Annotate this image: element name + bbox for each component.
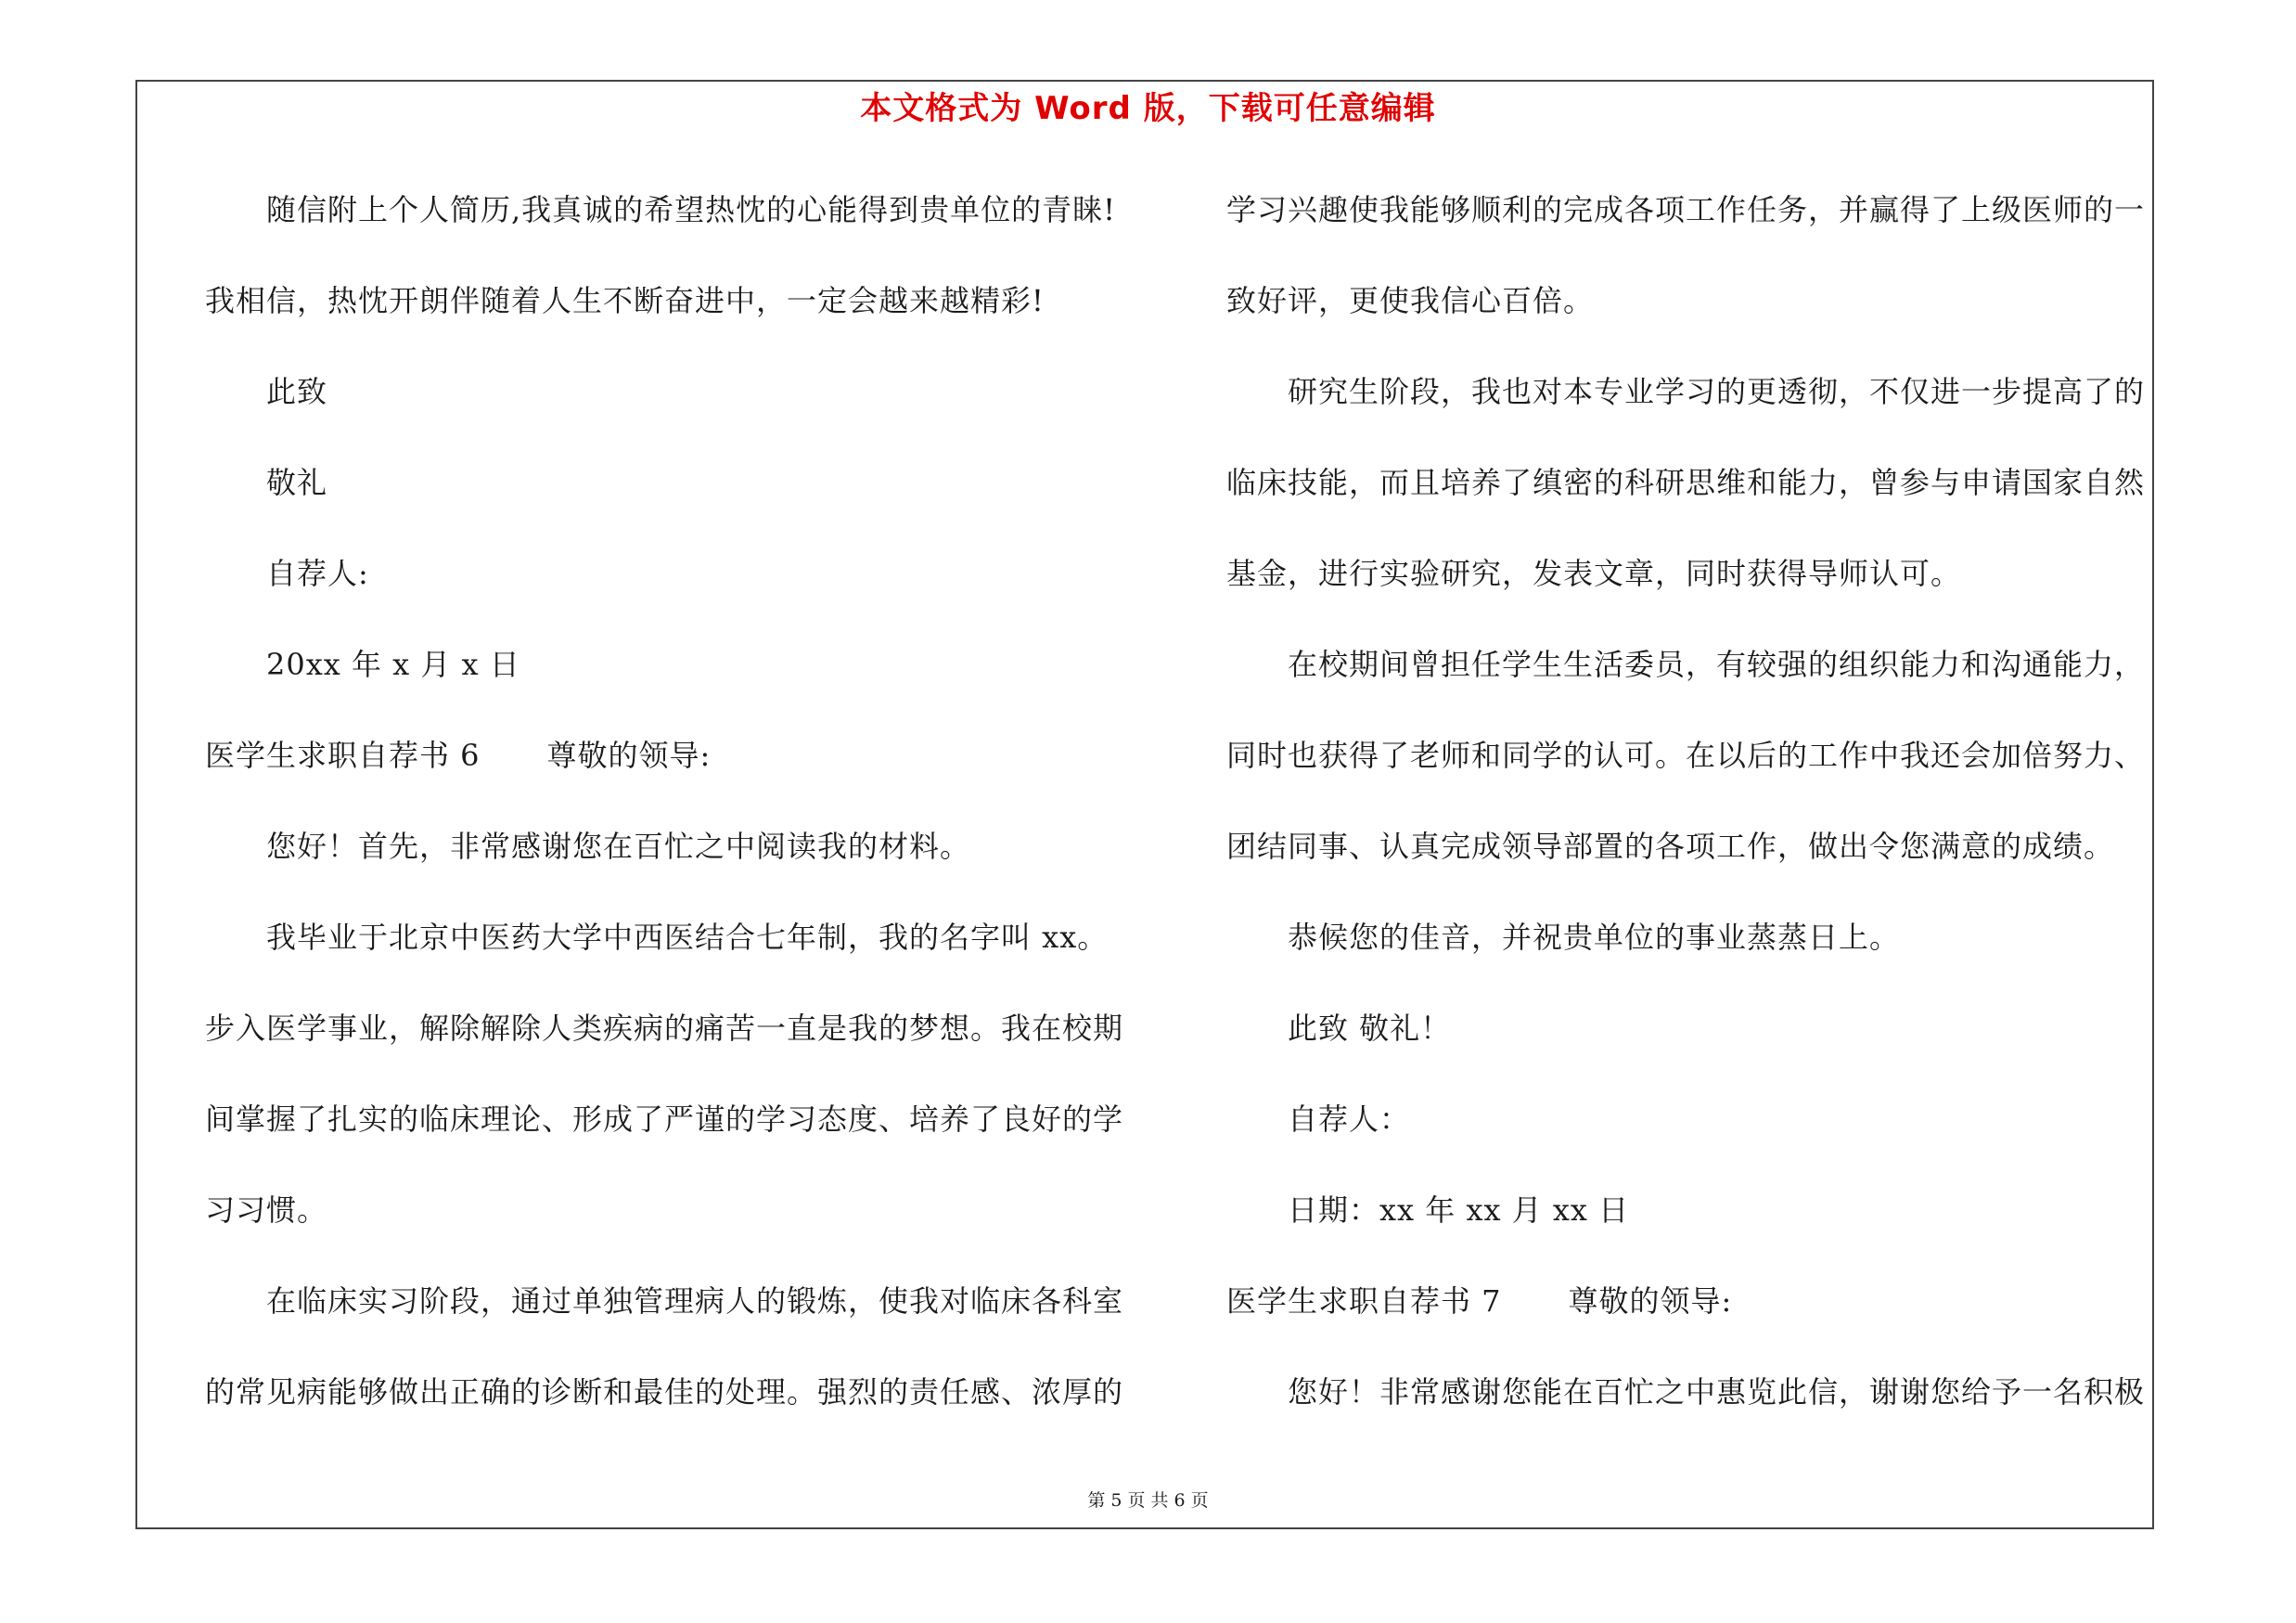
- date-line: 日期：xx 年 xx 月 xx 日: [1288, 1192, 1630, 1228]
- paragraph-line: 随信附上个人简历,我真诚的希望热忱的心能得到贵单位的青睐!: [266, 192, 1117, 227]
- paragraph-line: 同时也获得了老师和同学的认可。在以后的工作中我还会加倍努力、: [1226, 738, 2146, 773]
- paragraph-line: 研究生阶段，我也对本专业学习的更透彻，不仅进一步提高了的: [1288, 374, 2146, 409]
- paragraph-line: 学习兴趣使我能够顺利的完成各项工作任务，并赢得了上级医师的一: [1226, 192, 2146, 227]
- closing-line: 此致: [266, 374, 328, 409]
- paragraph-line: 步入医学事业，解除解除人类疾病的痛苦一直是我的梦想。我在校期: [205, 1011, 1124, 1046]
- paragraph-line: 临床技能，而且培养了缜密的科研思维和能力，曾参与申请国家自然: [1226, 465, 2146, 500]
- section-heading: [205, 728, 1137, 818]
- paragraph-line: 间掌握了扎实的临床理论、形成了严谨的学习态度、培养了良好的学: [205, 1101, 1124, 1137]
- format-notice-banner: 本文格式为 Word 版，下载可任意编辑: [860, 90, 1436, 127]
- section-heading: [1226, 1273, 2161, 1364]
- page-number-footer: 第 5 页 共 6 页: [1087, 1490, 1209, 1511]
- right-column: [1226, 182, 2161, 1455]
- paragraph-line: 致好评，更使我信心百倍。: [1226, 283, 1595, 318]
- paragraph-line: 团结同事、认真完成领导部置的各项工作，做出令您满意的成绩。: [1226, 829, 2115, 864]
- paragraph-line: 基金，进行实验研究，发表文章，同时获得导师认可。: [1226, 556, 1962, 591]
- paragraph-line: 我毕业于北京中医药大学中西医结合七年制，我的名字叫 xx。: [266, 920, 1109, 955]
- closing-line: 敬礼: [266, 465, 328, 500]
- paragraph-line: 我相信，热忱开朗伴随着人生不断奋进中，一定会越来越精彩!: [205, 283, 1045, 318]
- paragraph-line: 您好！首先，非常感谢您在百忙之中阅读我的材料。: [266, 829, 971, 864]
- salutation: 尊敬的领导:: [546, 738, 712, 773]
- left-column: [205, 182, 1137, 1455]
- paragraph-line: 在校期间曾担任学生生活委员，有较强的组织能力和沟通能力，: [1288, 647, 2146, 682]
- signature-line: 自荐人:: [266, 556, 369, 591]
- paragraph-line: 恭候您的佳音，并祝贵单位的事业蒸蒸日上。: [1288, 920, 1901, 955]
- paragraph-line: 您好！非常感谢您能在百忙之中惠览此信，谢谢您给予一名积极: [1288, 1374, 2146, 1410]
- closing-line: 此致 敬礼！: [1288, 1011, 1452, 1046]
- salutation: 尊敬的领导:: [1568, 1283, 1733, 1319]
- paragraph-line: 的常见病能够做出正确的诊断和最佳的处理。强烈的责任感、浓厚的: [205, 1374, 1124, 1410]
- paragraph-line: 在临床实习阶段，通过单独管理病人的锻炼，使我对临床各科室: [266, 1283, 1124, 1319]
- signature-line: 自荐人：: [1288, 1101, 1411, 1137]
- paragraph-line: 习习惯。: [205, 1192, 328, 1228]
- date-line: 20xx 年 x 月 x 日: [266, 647, 520, 682]
- section-title: 医学生求职自荐书 7: [1226, 1283, 1502, 1319]
- section-title: 医学生求职自荐书 6: [205, 738, 481, 773]
